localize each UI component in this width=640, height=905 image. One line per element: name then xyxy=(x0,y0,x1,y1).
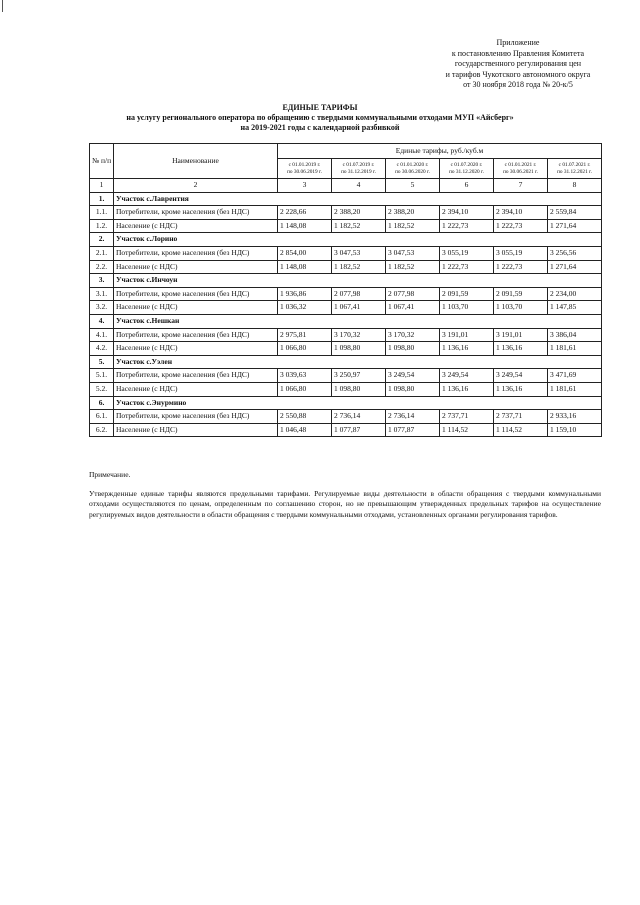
tariff-value: 2 737,71 xyxy=(494,410,548,424)
tariff-value: 3 170,32 xyxy=(332,328,386,342)
section-number: 6. xyxy=(90,396,114,410)
tariff-value: 1 147,85 xyxy=(548,301,602,315)
notes-block xyxy=(89,470,601,520)
tariff-value: 1 182,52 xyxy=(386,219,440,233)
notes-body: Утвержденные единые тарифы являются предельными тарифами. Регулируемые виды деятельности в области обращения с твердыми коммунальными отходами осуществляются по ценам, определенным по соглашению сторон, но не превышающим утвержденных предельных тарифов на осуществление регулируемых видов деятельности в области обращения с твердыми коммунальными отходами, установленных органами регулирования тарифов. xyxy=(89,488,601,519)
table-row xyxy=(90,219,602,233)
row-number: 2.2. xyxy=(90,260,114,274)
header-tariffs-group: Единые тарифы, руб./куб.м xyxy=(278,144,602,159)
title-line-period: на 2019-2021 годы с календарной разбивкой xyxy=(240,123,400,132)
header-name: Наименование xyxy=(114,144,278,179)
row-name: Потребители, кроме населения (без НДС) xyxy=(114,410,278,424)
section-name: Участок с.Энурмино xyxy=(114,396,602,410)
row-number: 2.1. xyxy=(90,246,114,260)
table-row xyxy=(90,410,602,424)
tariff-value: 3 055,19 xyxy=(494,246,548,260)
tariff-value: 1 222,73 xyxy=(494,260,548,274)
tariff-value: 3 249,54 xyxy=(440,369,494,383)
tariff-value: 2 228,66 xyxy=(278,206,332,220)
row-number: 6.2. xyxy=(90,423,114,437)
tariff-value: 2 736,14 xyxy=(386,410,440,424)
tariff-value: 1 136,16 xyxy=(494,342,548,356)
tariff-value: 2 394,10 xyxy=(440,206,494,220)
header-period: с 01.07.2020 г. по 31.12.2020 г. xyxy=(440,159,494,179)
table-row xyxy=(90,328,602,342)
row-name: Население (с НДС) xyxy=(114,301,278,315)
tariff-value: 1 159,10 xyxy=(548,423,602,437)
tariff-value: 3 191,01 xyxy=(440,328,494,342)
header-period: с 01.07.2021 г. по 31.12.2021 г. xyxy=(548,159,602,179)
tariff-value: 1 148,08 xyxy=(278,260,332,274)
section-row xyxy=(90,396,602,410)
row-name: Население (с НДС) xyxy=(114,423,278,437)
appendix-line: Приложение xyxy=(496,38,540,47)
row-number: 4.1. xyxy=(90,328,114,342)
tariff-value: 3 055,19 xyxy=(440,246,494,260)
tariff-value: 3 047,53 xyxy=(386,246,440,260)
tariff-table xyxy=(89,143,602,437)
header-period: с 01.01.2020 г. по 30.06.2020 г. xyxy=(386,159,440,179)
row-name: Потребители, кроме населения (без НДС) xyxy=(114,246,278,260)
tariff-value: 1 148,08 xyxy=(278,219,332,233)
tariff-value: 3 386,04 xyxy=(548,328,602,342)
tariff-value: 1 103,70 xyxy=(494,301,548,315)
section-row xyxy=(90,355,602,369)
row-number: 5.2. xyxy=(90,382,114,396)
tariff-value: 1 098,80 xyxy=(332,342,386,356)
tariff-value: 1 046,48 xyxy=(278,423,332,437)
section-row xyxy=(90,314,602,328)
header-period: с 01.01.2019 г. по 30.06.2019 г. xyxy=(278,159,332,179)
header-period: с 01.01.2021 г. по 30.06.2021 г. xyxy=(494,159,548,179)
tariff-value: 1 936,86 xyxy=(278,287,332,301)
document-title xyxy=(0,103,640,133)
row-number: 1.2. xyxy=(90,219,114,233)
tariff-value: 2 091,59 xyxy=(494,287,548,301)
section-row xyxy=(90,233,602,247)
page-edge-mark xyxy=(2,0,3,12)
appendix-line: государственного регулирования цен xyxy=(454,59,582,68)
column-number: 3 xyxy=(278,179,332,193)
title-line-subject: на услугу регионального оператора по обращению с твердыми коммунальными отходами МУП «Айсберг» xyxy=(126,113,514,122)
row-number: 4.2. xyxy=(90,342,114,356)
tariff-value: 2 234,00 xyxy=(548,287,602,301)
header-row-number: № п/п xyxy=(90,144,114,179)
column-number: 7 xyxy=(494,179,548,193)
tariff-value: 1 077,87 xyxy=(386,423,440,437)
tariff-value: 2 736,14 xyxy=(332,410,386,424)
header-period: с 01.07.2019 г. по 31.12.2019 г. xyxy=(332,159,386,179)
tariff-value: 3 047,53 xyxy=(332,246,386,260)
row-name: Потребители, кроме населения (без НДС) xyxy=(114,206,278,220)
tariff-value: 1 077,87 xyxy=(332,423,386,437)
row-number: 6.1. xyxy=(90,410,114,424)
tariff-value: 2 394,10 xyxy=(494,206,548,220)
tariff-value: 3 250,97 xyxy=(332,369,386,383)
table-row xyxy=(90,369,602,383)
tariff-value: 1 182,52 xyxy=(332,219,386,233)
tariff-value: 1 098,80 xyxy=(386,342,440,356)
tariff-value: 1 181,61 xyxy=(548,382,602,396)
tariff-value: 1 222,73 xyxy=(440,260,494,274)
tariff-value: 1 066,80 xyxy=(278,382,332,396)
column-number-row xyxy=(90,179,602,193)
tariff-value: 2 854,00 xyxy=(278,246,332,260)
row-number: 3.1. xyxy=(90,287,114,301)
tariff-value: 1 136,16 xyxy=(440,382,494,396)
table-row xyxy=(90,342,602,356)
tariff-value: 1 136,16 xyxy=(494,382,548,396)
row-number: 1.1. xyxy=(90,206,114,220)
tariff-value: 2 388,20 xyxy=(386,206,440,220)
tariff-value: 3 039,63 xyxy=(278,369,332,383)
section-name: Участок с.Инчоун xyxy=(114,274,602,288)
tariff-value: 2 077,98 xyxy=(332,287,386,301)
tariff-value: 1 067,41 xyxy=(386,301,440,315)
tariff-value: 1 182,52 xyxy=(332,260,386,274)
section-name: Участок с.Нешкан xyxy=(114,314,602,328)
section-row xyxy=(90,192,602,206)
section-number: 2. xyxy=(90,233,114,247)
column-number: 6 xyxy=(440,179,494,193)
tariff-value: 3 256,56 xyxy=(548,246,602,260)
section-number: 3. xyxy=(90,274,114,288)
tariff-value: 2 550,88 xyxy=(278,410,332,424)
row-name: Потребители, кроме населения (без НДС) xyxy=(114,328,278,342)
tariff-value: 1 036,32 xyxy=(278,301,332,315)
column-number: 2 xyxy=(114,179,278,193)
row-name: Население (с НДС) xyxy=(114,260,278,274)
column-number: 1 xyxy=(90,179,114,193)
appendix-line: от 30 ноября 2018 года № 20-к/5 xyxy=(463,80,573,89)
tariff-value: 1 103,70 xyxy=(440,301,494,315)
tariff-value: 2 933,16 xyxy=(548,410,602,424)
tariff-value: 1 067,41 xyxy=(332,301,386,315)
row-name: Потребители, кроме населения (без НДС) xyxy=(114,287,278,301)
column-number: 4 xyxy=(332,179,386,193)
table-row xyxy=(90,382,602,396)
table-row xyxy=(90,287,602,301)
tariff-value: 1 271,64 xyxy=(548,260,602,274)
tariff-value: 3 191,01 xyxy=(494,328,548,342)
table-row xyxy=(90,301,602,315)
table-row xyxy=(90,206,602,220)
tariff-value: 2 077,98 xyxy=(386,287,440,301)
row-name: Потребители, кроме населения (без НДС) xyxy=(114,369,278,383)
section-number: 5. xyxy=(90,355,114,369)
row-name: Население (с НДС) xyxy=(114,219,278,233)
tariff-value: 1 222,73 xyxy=(440,219,494,233)
table-row xyxy=(90,246,602,260)
row-number: 3.2. xyxy=(90,301,114,315)
tariff-value: 3 249,54 xyxy=(386,369,440,383)
column-number: 5 xyxy=(386,179,440,193)
tariff-value: 2 091,59 xyxy=(440,287,494,301)
tariff-value: 1 114,52 xyxy=(494,423,548,437)
tariff-value: 2 559,84 xyxy=(548,206,602,220)
appendix-line: к постановлению Правления Комитета xyxy=(451,48,585,58)
tariff-value: 2 975,81 xyxy=(278,328,332,342)
tariff-value: 1 222,73 xyxy=(494,219,548,233)
column-number: 8 xyxy=(548,179,602,193)
row-name: Население (с НДС) xyxy=(114,342,278,356)
section-number: 1. xyxy=(90,192,114,206)
tariff-value: 1 182,52 xyxy=(386,260,440,274)
tariff-value: 2 388,20 xyxy=(332,206,386,220)
tariff-value: 1 098,80 xyxy=(332,382,386,396)
row-number: 5.1. xyxy=(90,369,114,383)
section-name: Участок с.Лорино xyxy=(114,233,602,247)
row-name: Население (с НДС) xyxy=(114,382,278,396)
table-row xyxy=(90,260,602,274)
tariff-value: 1 271,64 xyxy=(548,219,602,233)
tariff-value: 1 136,16 xyxy=(440,342,494,356)
table-body xyxy=(90,192,602,437)
tariff-value: 3 471,69 xyxy=(548,369,602,383)
title-line-main: ЕДИНЫЕ ТАРИФЫ xyxy=(282,103,358,112)
tariff-value: 1 066,80 xyxy=(278,342,332,356)
tariff-value: 2 737,71 xyxy=(440,410,494,424)
table-row xyxy=(90,423,602,437)
section-number: 4. xyxy=(90,314,114,328)
section-row xyxy=(90,274,602,288)
section-name: Участок с.Уэлен xyxy=(114,355,602,369)
table-header xyxy=(90,144,602,193)
tariff-value: 3 170,32 xyxy=(386,328,440,342)
tariff-value: 3 249,54 xyxy=(494,369,548,383)
tariff-value: 1 114,52 xyxy=(440,423,494,437)
appendix-line: и тарифов Чукотского автономного округа xyxy=(445,69,591,79)
notes-title: Примечание. xyxy=(89,470,131,479)
appendix-header xyxy=(418,38,618,91)
section-name: Участок с.Лаврентия xyxy=(114,192,602,206)
tariff-value: 1 098,80 xyxy=(386,382,440,396)
tariff-value: 1 181,61 xyxy=(548,342,602,356)
